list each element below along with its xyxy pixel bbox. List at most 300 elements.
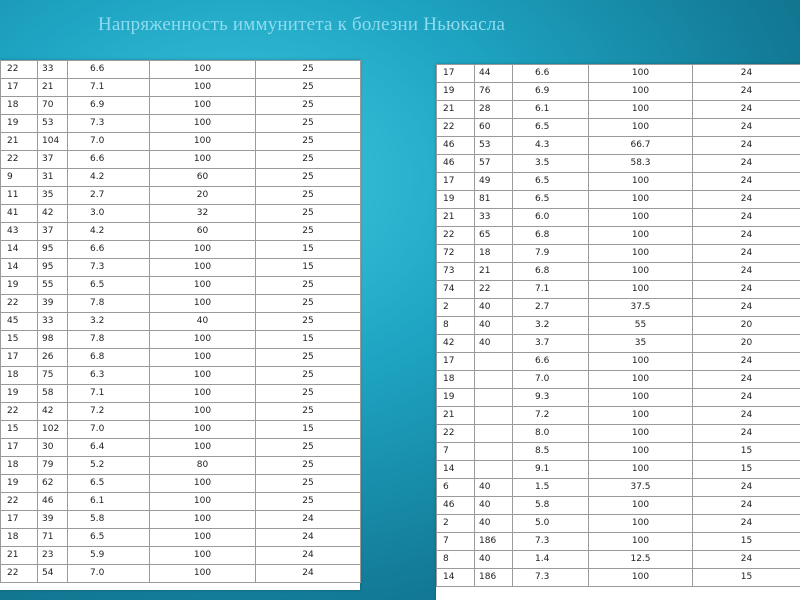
table-cell: 100 [589,263,693,281]
table-row [437,335,800,353]
table-cell: 6.9 [68,97,150,115]
table-cell: 6.4 [68,439,150,457]
table-cell: 18 [1,97,38,115]
table-cell: 7.3 [68,259,150,277]
table-cell: 25 [256,79,361,97]
table-cell: 25 [256,439,361,457]
table-cell: 24 [693,353,800,371]
table-cell: 7.1 [68,79,150,97]
table-cell: 100 [150,151,256,169]
table-cell: 100 [150,439,256,457]
table-cell: 100 [589,245,693,263]
table-cell: 6.6 [513,353,589,371]
table-row [437,515,800,533]
table-cell: 100 [589,371,693,389]
table-cell: 46 [437,155,475,173]
table-cell: 24 [256,565,361,583]
table-cell: 22 [1,295,38,313]
table-cell: 3.2 [513,317,589,335]
table-cell: 33 [38,313,68,331]
table-cell: 7.2 [68,403,150,421]
table-cell: 55 [589,317,693,335]
table-cell: 15 [256,259,361,277]
table-cell: 6.6 [68,151,150,169]
table-cell: 66.7 [589,137,693,155]
table-row [1,475,361,493]
table-cell: 7.0 [68,133,150,151]
table-cell: 22 [1,565,38,583]
table-cell: 21 [437,407,475,425]
table-cell: 19 [1,115,38,133]
table-cell: 100 [150,475,256,493]
table-cell: 7.3 [513,533,589,551]
table-row [1,313,361,331]
table-cell: 6.8 [513,263,589,281]
table-cell: 25 [256,169,361,187]
table-cell: 74 [437,281,475,299]
table-cell: 2.7 [68,187,150,205]
table-row [437,551,800,569]
table-cell: 100 [589,425,693,443]
table-cell: 100 [150,331,256,349]
table-cell: 18 [1,367,38,385]
table-row [437,245,800,263]
table-cell: 100 [150,241,256,259]
table-cell: 24 [693,119,800,137]
table-cell: 100 [589,497,693,515]
table-cell: 6.0 [513,209,589,227]
table-cell: 30 [38,439,68,457]
table-cell: 18 [1,529,38,547]
table-cell: 100 [589,101,693,119]
table-cell: 15 [1,421,38,439]
table-cell: 95 [38,259,68,277]
table-cell: 14 [1,241,38,259]
table-cell: 15 [693,443,800,461]
table-cell: 100 [589,65,693,83]
table-cell: 17 [437,173,475,191]
table-cell: 58.3 [589,155,693,173]
table-cell: 40 [475,299,513,317]
table-cell: 1.4 [513,551,589,569]
table-row [437,461,800,479]
table-cell: 79 [38,457,68,475]
table-cell: 32 [150,205,256,223]
table-cell: 8.0 [513,425,589,443]
table-cell: 55 [38,277,68,295]
table-cell: 31 [38,169,68,187]
table-row [437,173,800,191]
table-cell: 25 [256,403,361,421]
table-cell: 100 [150,97,256,115]
table-cell: 26 [38,349,68,367]
table-cell: 40 [475,317,513,335]
table-row [437,137,800,155]
table-cell: 25 [256,223,361,241]
table-cell: 100 [589,407,693,425]
table-cell: 5.2 [68,457,150,475]
table-cell: 15 [256,241,361,259]
table-cell: 7 [437,533,475,551]
table-cell: 37 [38,151,68,169]
table-row [437,425,800,443]
table-row [437,281,800,299]
table-cell: 15 [1,331,38,349]
table-cell [475,461,513,479]
table-cell: 21 [1,547,38,565]
table-cell: 21 [437,209,475,227]
table-row [1,115,361,133]
table-cell: 7.1 [68,385,150,403]
table-cell: 14 [437,569,475,587]
table-row [1,259,361,277]
table-row [437,353,800,371]
table-cell: 60 [150,169,256,187]
table-cell: 24 [256,547,361,565]
table-cell: 7.0 [68,565,150,583]
table-cell: 40 [475,551,513,569]
table-cell: 6.1 [68,493,150,511]
table-row [437,569,800,587]
table-cell: 24 [693,389,800,407]
table-cell: 24 [693,299,800,317]
table-cell: 35 [589,335,693,353]
table-cell: 100 [589,461,693,479]
table-cell: 44 [475,65,513,83]
table-cell: 33 [475,209,513,227]
table-row [1,241,361,259]
table-cell: 100 [150,385,256,403]
table-cell: 25 [256,457,361,475]
table-cell: 95 [38,241,68,259]
table-cell: 8.5 [513,443,589,461]
table-cell: 58 [38,385,68,403]
table-cell: 81 [475,191,513,209]
table-cell: 104 [38,133,68,151]
table-cell: 7.0 [68,421,150,439]
table-cell: 100 [150,421,256,439]
table-cell: 100 [150,133,256,151]
table-cell: 25 [256,313,361,331]
table-cell: 25 [256,187,361,205]
table-row [437,533,800,551]
table-row [1,439,361,457]
table-cell: 53 [38,115,68,133]
table-cell: 2 [437,299,475,317]
table-cell: 17 [437,65,475,83]
table-cell: 6.5 [68,475,150,493]
table-row [1,61,361,79]
table-cell: 12.5 [589,551,693,569]
table-cell: 18 [475,245,513,263]
table-row [1,385,361,403]
table-cell: 6.5 [513,191,589,209]
table-cell: 24 [693,65,800,83]
table-cell: 100 [589,533,693,551]
table-cell: 25 [256,133,361,151]
table-cell: 100 [589,83,693,101]
table-cell: 100 [150,115,256,133]
table-cell: 49 [475,173,513,191]
table-cell: 5.9 [68,547,150,565]
table-cell: 28 [475,101,513,119]
table-cell: 7.0 [513,371,589,389]
table-cell: 22 [1,151,38,169]
table-cell: 25 [256,367,361,385]
table-cell: 42 [437,335,475,353]
table-row [1,403,361,421]
table-cell: 24 [693,425,800,443]
table-cell: 41 [1,205,38,223]
table-cell [475,425,513,443]
table-cell: 35 [38,187,68,205]
table-cell: 7.8 [68,295,150,313]
table-cell: 9.3 [513,389,589,407]
table-cell: 20 [150,187,256,205]
table-row [437,209,800,227]
table-cell: 102 [38,421,68,439]
table-row [1,493,361,511]
table-cell: 20 [693,335,800,353]
table-cell: 45 [1,313,38,331]
table-cell: 5.0 [513,515,589,533]
table-cell: 40 [150,313,256,331]
table-cell: 46 [38,493,68,511]
table-cell: 37.5 [589,479,693,497]
table-cell: 19 [437,83,475,101]
table-cell: 22 [1,61,38,79]
table-row [1,187,361,205]
table-cell: 100 [150,547,256,565]
table-cell: 37 [38,223,68,241]
table-row [1,97,361,115]
table-cell: 25 [256,277,361,295]
left-data-table [0,60,360,590]
table-cell: 19 [437,191,475,209]
table-cell: 21 [437,101,475,119]
table-cell: 19 [1,385,38,403]
table-cell: 6.8 [68,349,150,367]
table-cell: 100 [589,569,693,587]
table-cell: 100 [589,173,693,191]
table-row [437,119,800,137]
table-cell: 7.2 [513,407,589,425]
table-cell: 100 [150,79,256,97]
table-cell: 18 [437,371,475,389]
table-row [437,479,800,497]
table-cell: 17 [1,511,38,529]
table-cell: 24 [693,515,800,533]
table-cell: 24 [693,479,800,497]
table-row [1,277,361,295]
table-cell: 70 [38,97,68,115]
table-cell: 24 [693,281,800,299]
table-cell: 100 [589,227,693,245]
table-cell: 24 [693,173,800,191]
table-cell: 5.8 [68,511,150,529]
table-row [1,565,361,583]
table-cell: 6.6 [513,65,589,83]
table-cell: 100 [150,349,256,367]
table-cell: 1.5 [513,479,589,497]
table-cell: 25 [256,349,361,367]
table-cell: 24 [693,497,800,515]
table-cell: 19 [437,389,475,407]
table-row [1,151,361,169]
table-cell: 22 [1,403,38,421]
table-cell: 8 [437,317,475,335]
table-cell: 186 [475,533,513,551]
table-cell: 24 [693,101,800,119]
table-cell: 6 [437,479,475,497]
table-cell: 43 [1,223,38,241]
table-cell: 186 [475,569,513,587]
table-cell: 24 [693,371,800,389]
table-cell: 3.7 [513,335,589,353]
table-cell: 7 [437,443,475,461]
table-cell: 39 [38,511,68,529]
table-cell: 76 [475,83,513,101]
table-row [437,443,800,461]
table-cell: 60 [150,223,256,241]
table-cell: 100 [150,511,256,529]
table-cell: 24 [693,137,800,155]
table-cell: 6.8 [513,227,589,245]
table-cell: 4.2 [68,223,150,241]
table-cell: 15 [256,421,361,439]
table-cell: 15 [256,331,361,349]
table-cell: 24 [693,245,800,263]
table-cell: 24 [693,155,800,173]
table-cell: 33 [38,61,68,79]
table-row [437,407,800,425]
table-cell: 9 [1,169,38,187]
table-row [1,295,361,313]
table-row [1,349,361,367]
table-cell: 100 [589,119,693,137]
table-cell: 6.5 [513,173,589,191]
table-cell [475,443,513,461]
table-cell: 65 [475,227,513,245]
table-cell: 3.5 [513,155,589,173]
table-row [437,317,800,335]
table-cell: 57 [475,155,513,173]
table-cell: 24 [693,227,800,245]
table-cell: 25 [256,97,361,115]
table-cell: 14 [437,461,475,479]
table-cell: 100 [150,277,256,295]
table-cell [475,371,513,389]
table-cell: 100 [589,443,693,461]
table-cell: 100 [589,353,693,371]
table-cell: 42 [38,205,68,223]
table-cell: 37.5 [589,299,693,317]
table-row [437,299,800,317]
table-cell: 24 [693,407,800,425]
table-cell: 100 [150,493,256,511]
table-cell: 17 [1,439,38,457]
table-cell: 19 [1,277,38,295]
table-row [1,547,361,565]
table-cell: 25 [256,61,361,79]
table-cell: 53 [475,137,513,155]
slide-title: Напряженность иммунитета к болезни Ньюкасла [98,14,506,35]
table-cell: 24 [256,511,361,529]
table-cell: 6.5 [68,529,150,547]
table-cell: 4.3 [513,137,589,155]
table-row [437,497,800,515]
table-cell: 25 [256,475,361,493]
table-cell: 71 [38,529,68,547]
table-cell: 24 [256,529,361,547]
table-cell: 6.1 [513,101,589,119]
table-row [437,263,800,281]
table-cell: 5.8 [513,497,589,515]
table-row [1,511,361,529]
table-cell: 100 [150,403,256,421]
table-cell: 25 [256,385,361,403]
table-row [437,155,800,173]
table-row [1,205,361,223]
table-cell: 40 [475,335,513,353]
right-data-table [436,64,800,600]
table-cell: 98 [38,331,68,349]
table-cell: 21 [38,79,68,97]
table-cell: 25 [256,205,361,223]
table-row [437,227,800,245]
table-cell: 80 [150,457,256,475]
table-cell: 17 [1,349,38,367]
table-cell: 100 [589,515,693,533]
table-cell: 21 [1,133,38,151]
table-cell: 11 [1,187,38,205]
table-cell: 22 [437,425,475,443]
table-cell: 21 [475,263,513,281]
table-cell: 3.0 [68,205,150,223]
table-cell: 22 [437,119,475,137]
table-cell: 40 [475,479,513,497]
table-cell: 100 [589,191,693,209]
table-cell: 8 [437,551,475,569]
table-cell: 24 [693,191,800,209]
table-row [437,101,800,119]
table-cell: 6.3 [68,367,150,385]
table-cell: 15 [693,461,800,479]
table-cell: 40 [475,497,513,515]
table-cell: 17 [1,79,38,97]
table-row [1,421,361,439]
table-cell: 4.2 [68,169,150,187]
table-cell: 9.1 [513,461,589,479]
table-cell: 15 [693,533,800,551]
table-cell: 100 [589,389,693,407]
table-cell [475,407,513,425]
table-cell: 24 [693,209,800,227]
table-cell: 100 [150,529,256,547]
table-cell: 17 [437,353,475,371]
table-cell: 100 [150,565,256,583]
table-cell: 2.7 [513,299,589,317]
table-cell: 72 [437,245,475,263]
table-cell: 20 [693,317,800,335]
table-row [437,389,800,407]
table-cell: 40 [475,515,513,533]
table-row [437,371,800,389]
table-cell: 42 [38,403,68,421]
table-cell: 54 [38,565,68,583]
table-row [1,457,361,475]
table-row [437,83,800,101]
